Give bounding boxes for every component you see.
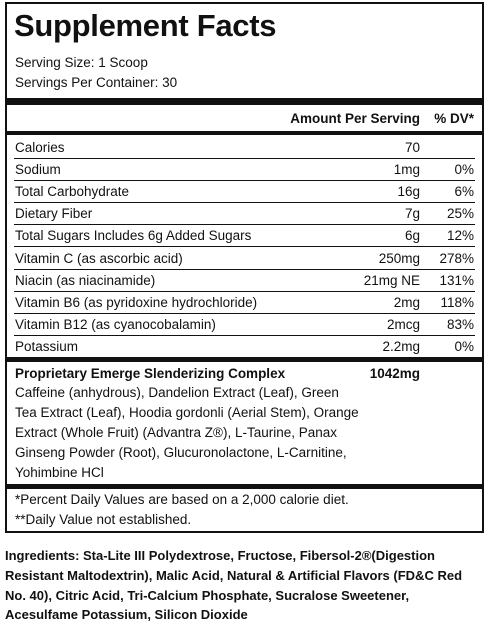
nutrient-daily-value: 118% (440, 294, 474, 310)
nutrient-amount: 1mg (393, 162, 420, 178)
ingredients-line: No. 40), Citric Acid, Tri-Calcium Phosphate, Sucralose Sweetener, (5, 588, 410, 603)
panel-title: Supplement Facts (14, 8, 277, 43)
nutrient-amount: 2mg (393, 294, 420, 310)
nutrient-amount: 6g (404, 228, 420, 244)
blend-ingredient-line: Ginseng Powder (Root), Glucuronolactone, L-Carnitine, (15, 445, 347, 460)
nutrient-name: Dietary Fiber (15, 206, 93, 222)
supplement-facts-panel (5, 2, 484, 533)
header-amount-per-serving: Amount Per Serving (290, 111, 420, 126)
nutrient-daily-value: 0% (454, 162, 474, 178)
blend-ingredient-line: Tea Extract (Leaf), Hoodia gordonli (Aerial Stem), Orange (15, 405, 359, 420)
nutrient-daily-value: 83% (446, 316, 474, 332)
ingredients-line: Ingredients: Sta-Lite III Polydextrose, Fructose, Fibersol-2®(Digestion (5, 548, 435, 563)
nutrient-row (7, 159, 482, 181)
nutrient-row (7, 137, 482, 159)
nutrient-daily-value: 12% (446, 228, 474, 244)
nutrient-daily-value: 0% (454, 338, 474, 354)
blend-ingredient-line: Caffeine (anhydrous), Dandelion Extract (Leaf), Green (15, 385, 339, 400)
nutrient-amount: 16g (397, 184, 420, 200)
thick-divider (7, 98, 482, 105)
nutrient-amount: 21mg NE (363, 272, 420, 288)
nutrient-name: Total Carbohydrate (15, 184, 130, 200)
footnote-divider (7, 484, 482, 489)
nutrient-daily-value: 6% (454, 184, 474, 200)
nutrient-name: Potassium (15, 338, 79, 354)
nutrient-amount: 70 (404, 140, 420, 155)
blend-ingredient-line: Yohimbine HCl (15, 465, 104, 480)
blend-title: Proprietary Emerge Slenderizing Complex (15, 366, 286, 381)
nutrient-row (7, 248, 482, 270)
nutrient-amount: 7g (404, 206, 420, 222)
nutrient-amount: 250mg (378, 250, 420, 266)
ingredients-line: Acesulfame Potassium, Silicon Dioxide (5, 607, 248, 622)
nutrient-name: Calories (15, 140, 65, 155)
nutrient-daily-value: 131% (439, 272, 474, 288)
nutrient-name: Vitamin C (as ascorbic acid) (15, 250, 183, 266)
blend-ingredient-line: Extract (Whole Fruit) (Advantra Z®), L-Taurine, Panax (15, 425, 338, 440)
nutrient-amount: 2.2mg (382, 338, 420, 354)
nutrient-daily-value: 278% (439, 250, 474, 266)
nutrient-amount: 2mcg (386, 316, 420, 332)
nutrient-name: Vitamin B6 (as pyridoxine hydrochloride) (15, 294, 258, 310)
nutrient-name: Niacin (as niacinamide) (15, 272, 156, 288)
nutrient-name: Sodium (15, 162, 61, 178)
serving-size: Serving Size: 1 Scoop (15, 55, 148, 70)
nutrient-name: Total Sugars Includes 6g Added Sugars (15, 228, 252, 244)
nutrient-row (7, 336, 482, 358)
nutrient-row (7, 270, 482, 292)
nutrient-row (7, 225, 482, 247)
nutrient-row (7, 292, 482, 314)
nutrient-row (7, 181, 482, 203)
footnote-daily-values: *Percent Daily Values are based on a 2,000 calorie diet. (15, 492, 349, 507)
ingredients-line: Resistant Maltodextrin), Malic Acid, Natural & Artificial Flavors (FD&C Red (5, 568, 463, 583)
nutrient-daily-value: 25% (446, 206, 474, 222)
blend-divider (7, 357, 482, 362)
blend-amount: 1042mg (369, 366, 420, 381)
servings-per-container: Servings Per Container: 30 (15, 75, 178, 90)
nutrient-name: Vitamin B12 (as cyanocobalamin) (15, 316, 216, 332)
footnote-not-established: **Daily Value not established. (15, 512, 192, 527)
nutrient-row (7, 314, 482, 336)
nutrient-row (7, 203, 482, 225)
header-daily-value: % DV* (434, 111, 474, 126)
header-divider (7, 131, 482, 135)
